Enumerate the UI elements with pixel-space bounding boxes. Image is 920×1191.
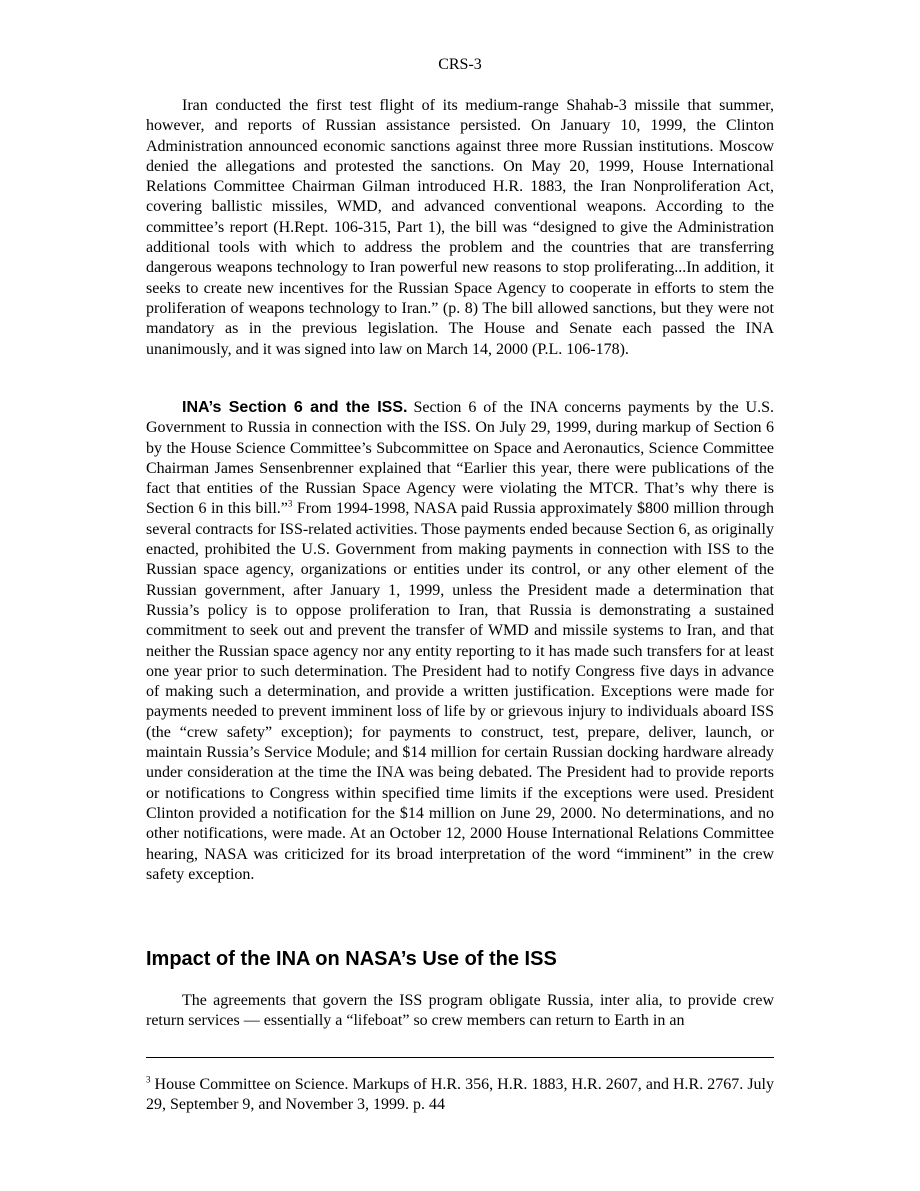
footnote-divider xyxy=(146,1057,774,1058)
footnote-reference[interactable]: 3 xyxy=(287,499,293,510)
paragraph-body xyxy=(146,398,774,885)
footnote xyxy=(146,1075,774,1116)
paragraph-text-after-note: From 1994-1998, NASA paid Russia approximately $800 million through several contracts for ISS-related activities. Those payments ended because Section 6, as originally enacted, prohibited the U.S. Government from making payments in connection with ISS to the Russian space agency, organizations or entities under its control, or any other element of the Russian government, after January 1, 1999, unless the President made a determination that Russia’s policy is to oppose proliferation to Iran, that Russia is demonstrating a sustained commitment to seek out and prevent the transfer of WMD and missile systems to Iran, and that neither the Russian space agency nor any entity reporting to it has made such transfers for at least one year prior to such determination. The President had to notify Congress five days in advance of making such a determination, and provide a written justification. Exceptions were made for payments needed to prevent imminent loss of life by or grievous injury to individuals aboard ISS (the “crew safety” exception); for payments to construct, test, prepare, deliver, launch, or maintain Russia’s Service Module; and $14 million for certain Russian docking hardware already under consideration at the time the INA was being debated. The President had to provide reports or notifications to Congress within specified time limits if the exceptions were used. President Clinton provided a notification for the $14 million on June 29, 2000. No determinations, and no other notifications, were made. At an October 12, 2000 House International Relations Committee hearing, NASA was criticized for its broad interpretation of the word “imminent” in the crew safety exception. xyxy=(146,500,775,883)
paragraph-section-6 xyxy=(146,398,774,885)
footnote-text: House Committee on Science. Markups of H.R. 356, H.R. 1883, H.R. 2607, and H.R. 2767. July 29, September 9, and November 3, 1999. p. 44 xyxy=(146,1076,774,1114)
run-in-heading: INA’s Section 6 and the ISS. xyxy=(182,399,408,416)
paragraph-shahab-sanctions xyxy=(146,96,774,360)
paragraph-iss-agreements xyxy=(146,991,774,1032)
footnote-number: 3 xyxy=(146,1074,151,1085)
section-heading: Impact of the INA on NASA’s Use of the ISS xyxy=(146,948,557,970)
page-header: CRS-3 xyxy=(438,56,482,73)
paragraph-text-before-note: Section 6 of the INA concerns payments by the U.S. Government to Russia in connection with the ISS. On July 29, 1999, during markup of Section 6 by the House Science Committee’s Subcommittee on Space and Aeronautics, Science Committee Chairman James Sensenbrenner explained that “Earlier this year, there were publications of the fact that entities of the Russian Space Agency were violating the MTCR. That’s why there is Section 6 in this bill.” xyxy=(146,399,774,518)
paragraph-text: The agreements that govern the ISS program obligate Russia, inter alia, to provide crew return services — essentially a “lifeboat” so crew members can return to Earth in an xyxy=(146,992,774,1030)
paragraph-text: Iran conducted the first test flight of its medium-range Shahab-3 missile that summer, however, and reports of Russian assistance persisted. On January 10, 1999, the Clinton Administration announced economic sanctions against three more Russian institutions. Moscow denied the allegations and protested the sanctions. On May 20, 1999, House International Relations Committee Chairman Gilman introduced H.R. 1883, the Iran Nonproliferation Act, covering ballistic missiles, WMD, and advanced conventional weapons. According to the committee’s report (H.Rept. 106-315, Part 1), the bill was “designed to give the Administration additional tools with which to address the problem and the countries that are transferring dangerous weapons technology to Iran powerful new reasons to stop proliferating...In addition, it seeks to create new incentives for the Russian Space Agency to cooperate in efforts to stem the proliferation of weapons technology to Iran.” (p. 8) The bill allowed sanctions, but they were not mandatory as in the previous legislation. The House and Senate each passed the INA unanimously, and it was signed into law on March 14, 2000 (P.L. 106-178). xyxy=(146,97,774,358)
